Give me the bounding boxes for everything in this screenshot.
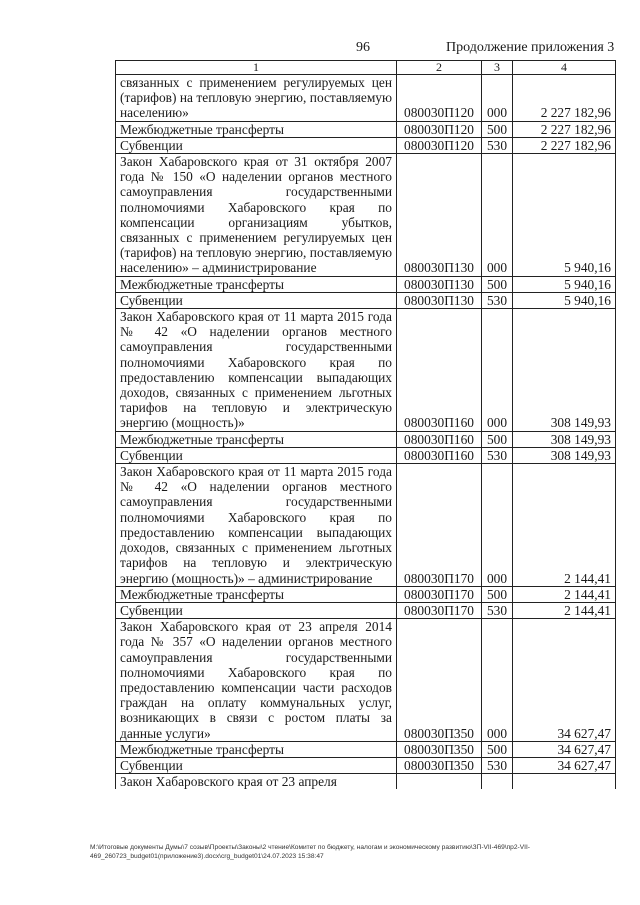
column-header: 1	[116, 61, 397, 75]
expense-type-code	[482, 774, 513, 790]
budget-table	[115, 60, 616, 789]
target-article-code: 080030П160	[397, 431, 482, 447]
target-article-code: 080030П170	[397, 586, 482, 602]
target-article-code: 080030П120	[397, 75, 482, 122]
row-description: Межбюджетные трансферты	[116, 431, 397, 447]
amount-value	[513, 774, 616, 790]
target-article-code: 080030П170	[397, 464, 482, 587]
target-article-code	[397, 774, 482, 790]
amount-value: 2 227 182,96	[513, 75, 616, 122]
row-description: Межбюджетные трансферты	[116, 586, 397, 602]
amount-value: 34 627,47	[513, 619, 616, 742]
column-header: 4	[513, 61, 616, 75]
amount-value: 34 627,47	[513, 757, 616, 773]
table-row	[116, 121, 616, 137]
table-header-row	[116, 61, 616, 75]
row-description: Субвенции	[116, 447, 397, 463]
amount-value: 308 149,93	[513, 309, 616, 432]
table-row	[116, 431, 616, 447]
expense-type-code: 500	[482, 586, 513, 602]
amount-value: 2 227 182,96	[513, 137, 616, 153]
expense-type-code: 000	[482, 309, 513, 432]
amount-value: 5 940,16	[513, 154, 616, 277]
document-file-path: М:\Итоговые документы Думы\7 созыв\Проекты\Законы\2 чтение\Комитет по бюджету, налогам и экономическому развитию\ЗП-VII-469\пр2-VII-469_260723_budget01(приложение3).docx\crg_budget01\24.07.2023 15:38:47	[90, 844, 530, 860]
table-row	[116, 619, 616, 742]
table-row	[116, 757, 616, 773]
target-article-code: 080030П130	[397, 292, 482, 308]
expense-type-code: 000	[482, 154, 513, 277]
amount-value: 308 149,93	[513, 431, 616, 447]
expense-type-code: 530	[482, 137, 513, 153]
amount-value: 5 940,16	[513, 276, 616, 292]
row-description: Субвенции	[116, 292, 397, 308]
expense-type-code: 530	[482, 292, 513, 308]
target-article-code: 080030П350	[397, 619, 482, 742]
row-description: Субвенции	[116, 137, 397, 153]
target-article-code: 080030П170	[397, 602, 482, 618]
table-row	[116, 276, 616, 292]
amount-value: 2 144,41	[513, 586, 616, 602]
row-description: Субвенции	[116, 602, 397, 618]
expense-type-code: 500	[482, 276, 513, 292]
table-row	[116, 464, 616, 587]
target-article-code: 080030П160	[397, 309, 482, 432]
table-row	[116, 586, 616, 602]
target-article-code: 080030П120	[397, 121, 482, 137]
target-article-code: 080030П350	[397, 741, 482, 757]
table-row	[116, 75, 616, 122]
budget-table-body	[116, 61, 616, 790]
table-row	[116, 154, 616, 277]
table-row	[116, 741, 616, 757]
amount-value: 5 940,16	[513, 292, 616, 308]
row-description: Межбюджетные трансферты	[116, 276, 397, 292]
expense-type-code: 000	[482, 75, 513, 122]
table-row	[116, 309, 616, 432]
amount-value: 34 627,47	[513, 741, 616, 757]
expense-type-code: 000	[482, 619, 513, 742]
table-row	[116, 447, 616, 463]
row-description: Межбюджетные трансферты	[116, 741, 397, 757]
expense-type-code: 000	[482, 464, 513, 587]
table-row	[116, 602, 616, 618]
row-description: Закон Хабаровского края от 23 апреля 2014 года № 357 «О наделении органов местного самоуправления государственными полномочиями Хабаровского края по предоставлению компенсации части расходов граждан на оплату коммунальных услуг, возникающих в связи с ростом платы за данные услуги»	[116, 619, 397, 742]
amount-value: 308 149,93	[513, 447, 616, 463]
table-row	[116, 137, 616, 153]
target-article-code: 080030П130	[397, 154, 482, 277]
expense-type-code: 530	[482, 447, 513, 463]
expense-type-code: 500	[482, 121, 513, 137]
target-article-code: 080030П130	[397, 276, 482, 292]
table-row	[116, 774, 616, 790]
row-description: Закон Хабаровского края от 11 марта 2015 года № 42 «О наделении органов местного самоуправления государственными полномочиями Хабаровского края по предоставлению компенсации выпадающих доходов, связанных с применением льготных тарифов на тепловую и электрическую энергию (мощность)» – администрирование	[116, 464, 397, 587]
target-article-code: 080030П120	[397, 137, 482, 153]
amount-value: 2 144,41	[513, 464, 616, 587]
row-description: Закон Хабаровского края от 31 октября 2007 года № 150 «О наделении органов местного самоуправления государственными полномочиями Хабаровского края по компенсации организациям убытков, связанных с применением регулируемых цен (тарифов) на тепловую энергию, поставляемую населению» – администрирование	[116, 154, 397, 277]
row-description: Межбюджетные трансферты	[116, 121, 397, 137]
appendix-continuation-label: Продолжение приложения 3	[446, 40, 615, 55]
amount-value: 2 144,41	[513, 602, 616, 618]
amount-value: 2 227 182,96	[513, 121, 616, 137]
column-header: 3	[482, 61, 513, 75]
column-header: 2	[397, 61, 482, 75]
row-description: Закон Хабаровского края от 11 марта 2015 года № 42 «О наделении органов местного самоуправления государственными полномочиями Хабаровского края по предоставлению компенсации выпадающих доходов, связанных с применением льготных тарифов на тепловую и электрическую энергию (мощность)»	[116, 309, 397, 432]
target-article-code: 080030П160	[397, 447, 482, 463]
row-description: Субвенции	[116, 757, 397, 773]
expense-type-code: 500	[482, 741, 513, 757]
page-number: 96	[356, 40, 370, 55]
table-row	[116, 292, 616, 308]
expense-type-code: 500	[482, 431, 513, 447]
row-description: Закон Хабаровского края от 23 апреля	[116, 774, 397, 790]
expense-type-code: 530	[482, 602, 513, 618]
row-description: связанных с применением регулируемых цен (тарифов) на тепловую энергию, поставляемую населению»	[116, 75, 397, 122]
expense-type-code: 530	[482, 757, 513, 773]
target-article-code: 080030П350	[397, 757, 482, 773]
